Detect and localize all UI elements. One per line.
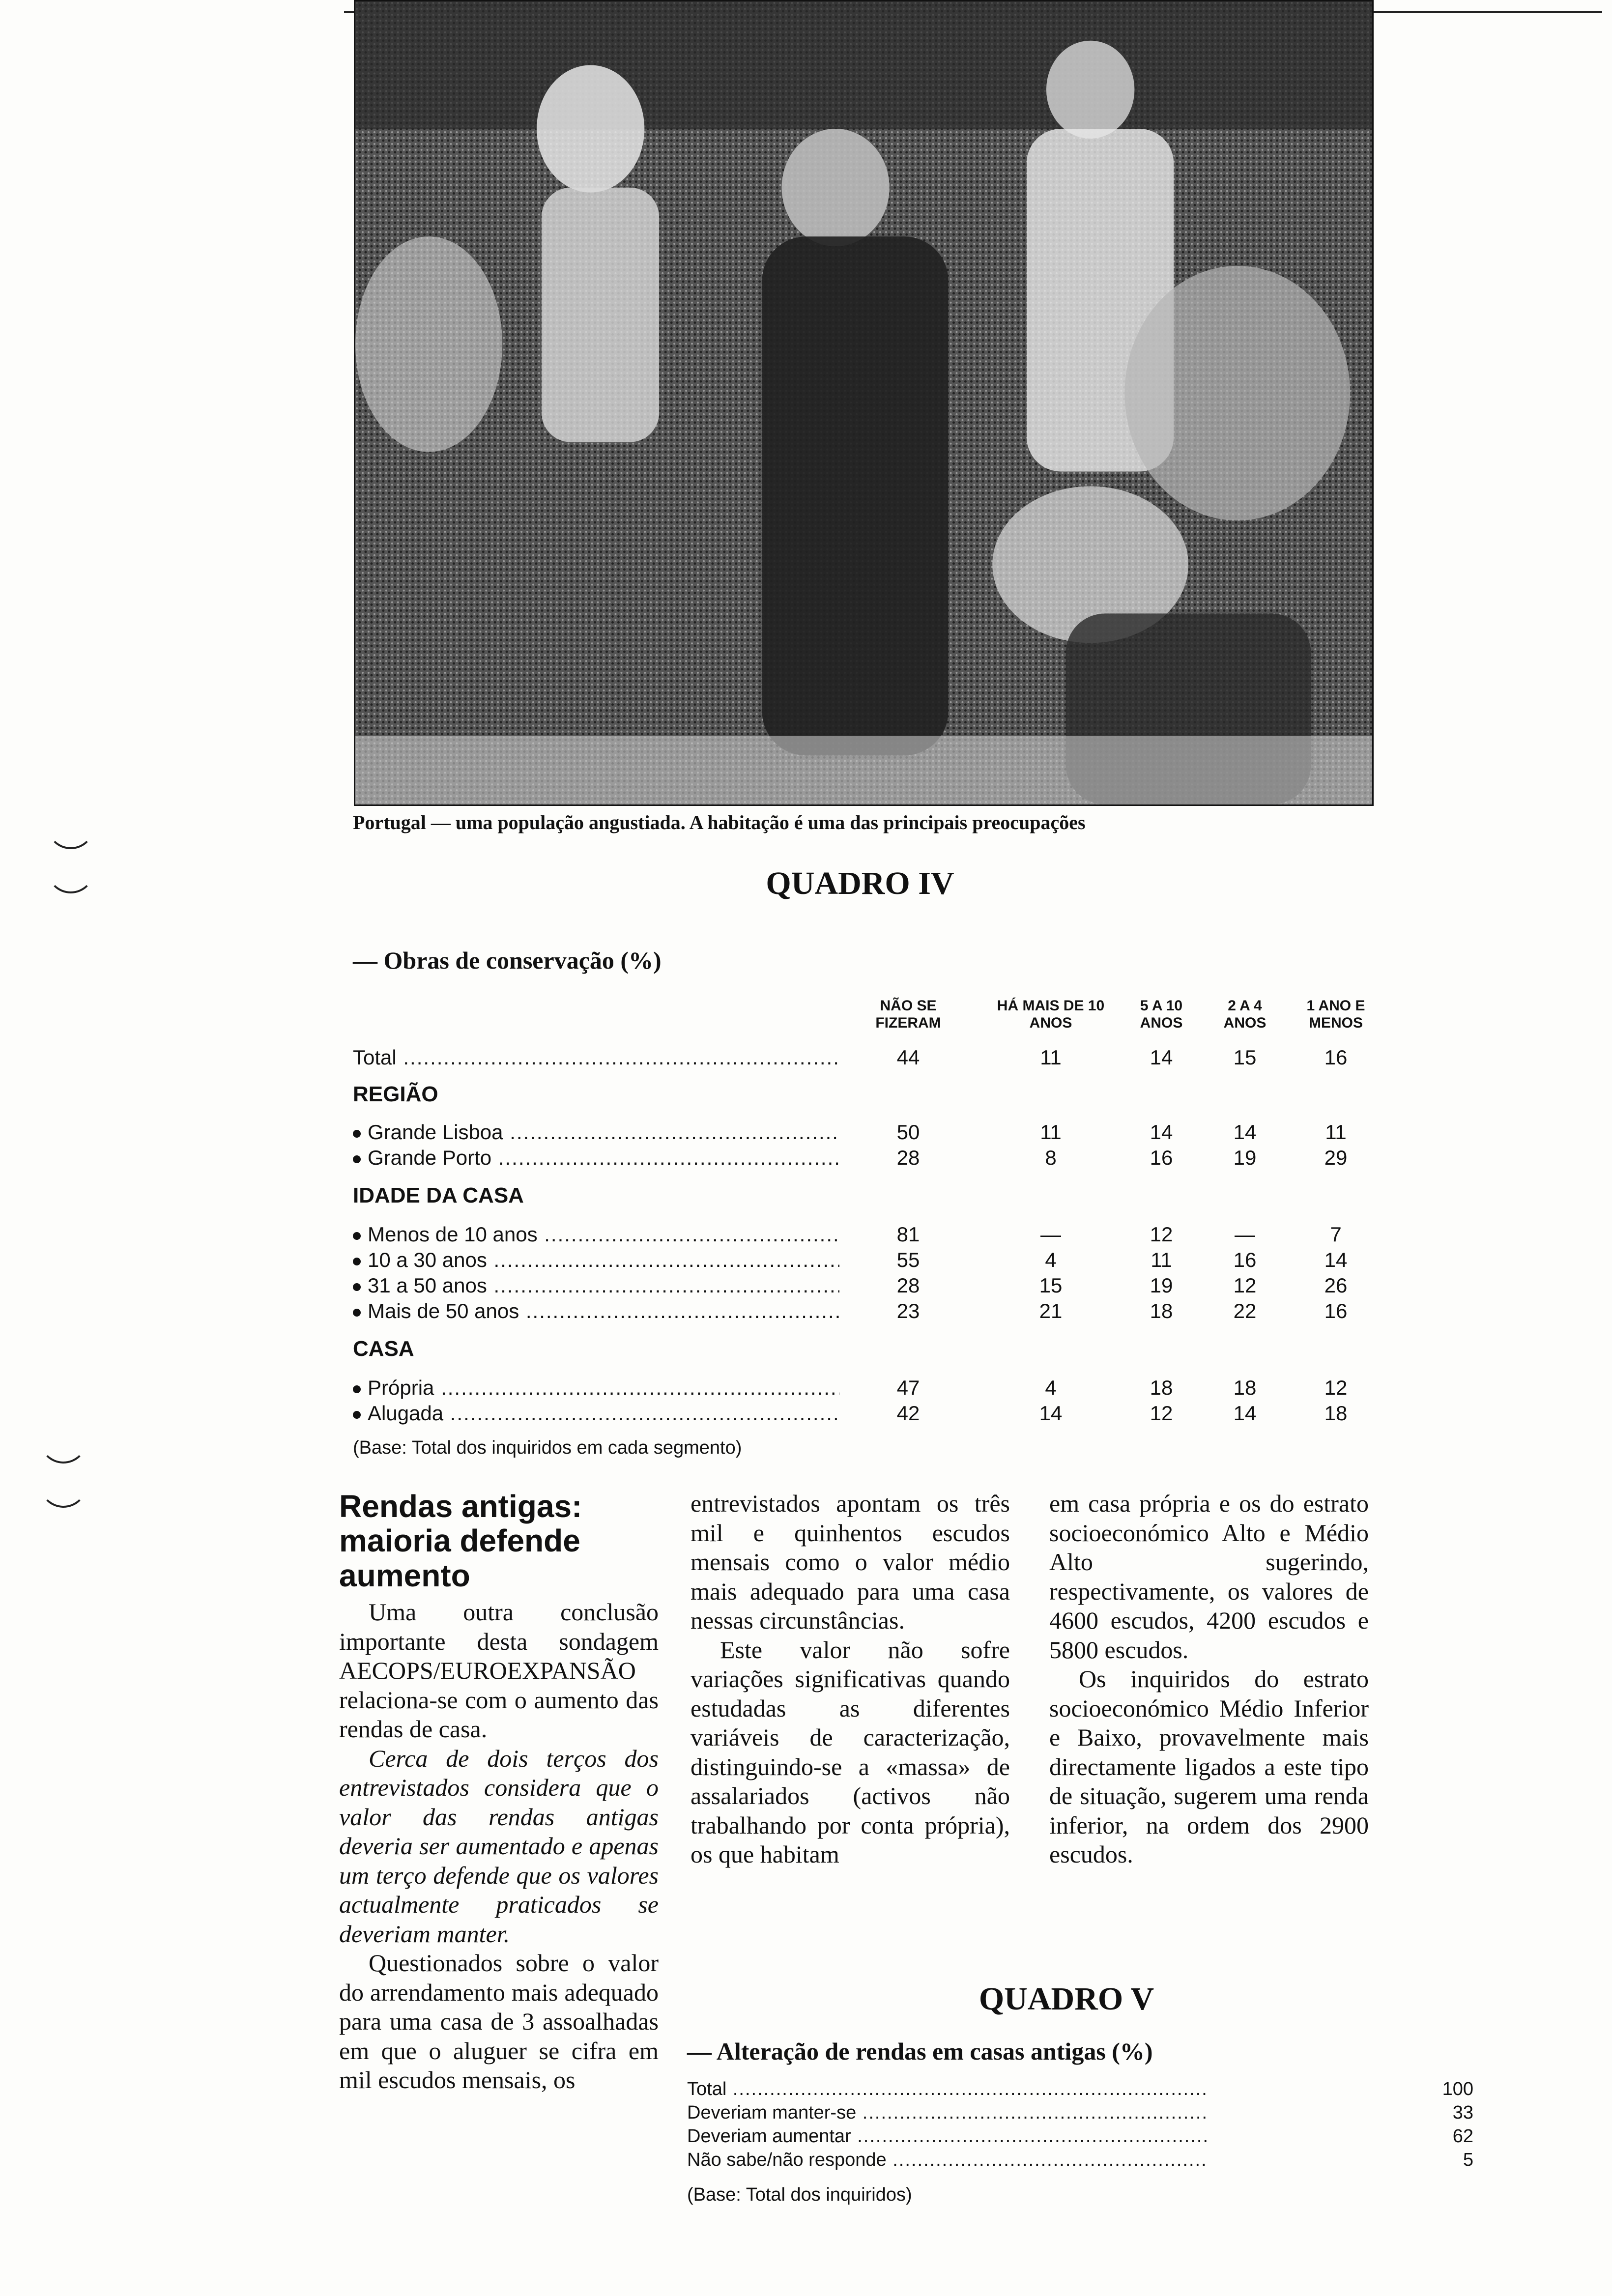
table-row xyxy=(353,1402,1385,1429)
table-cell: 44 xyxy=(896,1046,920,1069)
row-label: Mais de 50 anos ..... xyxy=(353,1299,839,1323)
table-cell: 18 xyxy=(1150,1299,1173,1322)
quadro-v-title: QUADRO V xyxy=(979,1981,1154,2017)
row-label: Deveriam manter-se ..... xyxy=(687,2102,1208,2124)
table-cell: 18 xyxy=(1150,1376,1173,1399)
article-paragraph: Este valor não sofre variações significativas quando estudadas as diferentes variáveis de caracterização, distinguindo-se a «massa» de assalariados (activos não trabalhando por conta própria), os que habitam xyxy=(691,1636,1010,1868)
table-cell: 33 xyxy=(1452,2102,1473,2123)
table-row xyxy=(353,1120,1385,1148)
article-column-1 xyxy=(339,1489,659,2095)
row-label: Deveriam aumentar ..... xyxy=(687,2126,1208,2147)
table-cell: 12 xyxy=(1150,1402,1173,1425)
table-cell: 11 xyxy=(1151,1248,1172,1271)
table-cell: 7 xyxy=(1330,1223,1342,1246)
row-label: Total ..... xyxy=(353,1046,839,1069)
scan-mark xyxy=(47,855,95,893)
table-row xyxy=(687,2102,1473,2127)
article-column-2 xyxy=(691,1489,1010,1869)
table-cell: 28 xyxy=(896,1274,920,1297)
table-cell: 19 xyxy=(1150,1274,1173,1297)
article-column-3 xyxy=(1049,1489,1369,1869)
table-row xyxy=(353,1248,1385,1275)
table-cell: 15 xyxy=(1039,1274,1063,1297)
table-cell: 14 xyxy=(1233,1120,1257,1144)
table-cell: 12 xyxy=(1150,1223,1173,1246)
scan-mark xyxy=(39,1425,87,1464)
row-label: Total ..... xyxy=(687,2079,1208,2100)
quadro-iv-title: QUADRO IV xyxy=(766,865,954,901)
table-cell: 50 xyxy=(896,1120,920,1144)
table-cell: 81 xyxy=(896,1223,920,1246)
article-paragraph: Os inquiridos do estrato socioeconómico Médio Inferior e Baixo, provavelmente mais directamente ligados a este tipo de situação, sugerem uma renda inferior, na ordem dos 2900 escudos. xyxy=(1049,1665,1369,1868)
table-row xyxy=(353,1223,1385,1250)
article-paragraph: em casa própria e os do estrato socioeconómico Alto e Médio Alto sugerindo, respectivamente, os valores de 4600 escudos, 4200 escudos e 5800 escudos. xyxy=(1049,1490,1369,1664)
table-cell: 15 xyxy=(1233,1046,1257,1069)
table-row xyxy=(353,1146,1385,1173)
article-paragraph: entrevistados apontam os três mil e quinhentos escudos mensais como o valor médio mais adequado para uma casa nessas circunstâncias. xyxy=(691,1490,1010,1634)
row-label: 31 a 50 anos ..... xyxy=(353,1274,839,1297)
table-cell: 100 xyxy=(1442,2079,1473,2099)
table-cell: 47 xyxy=(896,1376,920,1399)
column-header: 5 A 10 ANOS xyxy=(1140,998,1183,1031)
row-label: Própria ..... xyxy=(353,1376,839,1400)
table-cell: 19 xyxy=(1233,1146,1257,1169)
table-cell: 28 xyxy=(896,1146,920,1169)
table-cell: 16 xyxy=(1324,1046,1348,1069)
scan-mark xyxy=(47,811,95,849)
section-heading: REGIÃO xyxy=(353,1082,438,1106)
row-label: Grande Porto ..... xyxy=(353,1146,839,1170)
quadro-iv-subtitle: — Obras de conservação (%) xyxy=(353,947,662,974)
table-row xyxy=(353,1299,1385,1326)
table-cell: 55 xyxy=(896,1248,920,1271)
table-row xyxy=(353,1376,1385,1403)
table-cell: 42 xyxy=(896,1402,920,1425)
table-cell: 26 xyxy=(1324,1274,1348,1297)
article-headline: Rendas antigas: maioria defende aumento xyxy=(339,1489,582,1593)
table-row xyxy=(353,1046,1385,1073)
column-header: NÃO SE FIZERAM xyxy=(875,998,941,1031)
table-cell: 4 xyxy=(1045,1376,1057,1399)
quadro-v-base-note: (Base: Total dos inquiridos) xyxy=(687,2184,912,2205)
column-header: HÁ MAIS DE 10 ANOS xyxy=(997,998,1105,1031)
table-cell: 14 xyxy=(1233,1402,1257,1425)
photo-caption: Portugal — uma população angustiada. A habitação é uma das principais preocupações xyxy=(353,811,1086,833)
table-cell: 16 xyxy=(1233,1248,1257,1271)
table-cell: 16 xyxy=(1150,1146,1173,1169)
table-cell: 18 xyxy=(1324,1402,1348,1425)
column-header: 2 A 4 ANOS xyxy=(1223,998,1267,1031)
table-cell: 29 xyxy=(1324,1146,1348,1169)
table-cell: 21 xyxy=(1039,1299,1063,1322)
article-paragraph: Questionados sobre o valor do arrendamento mais adequado para uma casa de 3 assoalhadas em que o aluguer se cifra em mil escudos mensais, os xyxy=(339,1949,659,2094)
table-cell: 8 xyxy=(1045,1146,1057,1169)
table-cell: — xyxy=(1040,1223,1061,1246)
table-cell: 14 xyxy=(1150,1046,1173,1069)
table-row xyxy=(353,1274,1385,1301)
quadro-v-subtitle: — Alteração de rendas em casas antigas (%) xyxy=(687,2038,1153,2065)
table-cell: 18 xyxy=(1233,1376,1257,1399)
article-paragraph: Cerca de dois terços dos entrevistados considera que o valor das rendas antigas deveria ser aumentado e apenas um terço defende que os valores actualmente praticados se deveriam manter. xyxy=(339,1744,659,1948)
table-cell: 14 xyxy=(1039,1402,1063,1425)
table-row xyxy=(687,2079,1473,2103)
table-row xyxy=(687,2150,1473,2174)
table-cell: 11 xyxy=(1040,1046,1062,1069)
photo-illustration xyxy=(355,1,1372,804)
section-heading: CASA xyxy=(353,1337,414,1361)
table-cell: 11 xyxy=(1040,1120,1062,1144)
row-label: Menos de 10 anos ..... xyxy=(353,1223,839,1246)
scan-mark xyxy=(39,1469,87,1508)
section-heading: IDADE DA CASA xyxy=(353,1183,524,1207)
table-cell: 5 xyxy=(1463,2150,1473,2170)
table-row xyxy=(687,2126,1473,2151)
table-cell: 16 xyxy=(1324,1299,1348,1322)
table-cell: 23 xyxy=(896,1299,920,1322)
table-cell: — xyxy=(1235,1223,1255,1246)
column-header: 1 ANO E MENOS xyxy=(1306,998,1365,1031)
table-cell: 22 xyxy=(1233,1299,1257,1322)
table-cell: 14 xyxy=(1324,1248,1348,1271)
table-cell: 11 xyxy=(1325,1120,1347,1144)
row-label: 10 a 30 anos ..... xyxy=(353,1248,839,1272)
article-paragraph: Uma outra conclusão importante desta sondagem AECOPS/EUROEXPANSÃO relaciona-se com o aumento das rendas de casa. xyxy=(339,1598,659,1743)
row-label: Alugada ..... xyxy=(353,1402,839,1425)
quadro-iv-base-note: (Base: Total dos inquiridos em cada segmento) xyxy=(353,1437,742,1458)
table-cell: 62 xyxy=(1452,2126,1473,2147)
row-label: Não sabe/não responde ..... xyxy=(687,2150,1208,2171)
news-photo xyxy=(354,0,1374,806)
table-cell: 12 xyxy=(1324,1376,1348,1399)
table-cell: 12 xyxy=(1233,1274,1257,1297)
table-cell: 4 xyxy=(1045,1248,1057,1271)
table-cell: 14 xyxy=(1150,1120,1173,1144)
row-label: Grande Lisboa ..... xyxy=(353,1120,839,1144)
